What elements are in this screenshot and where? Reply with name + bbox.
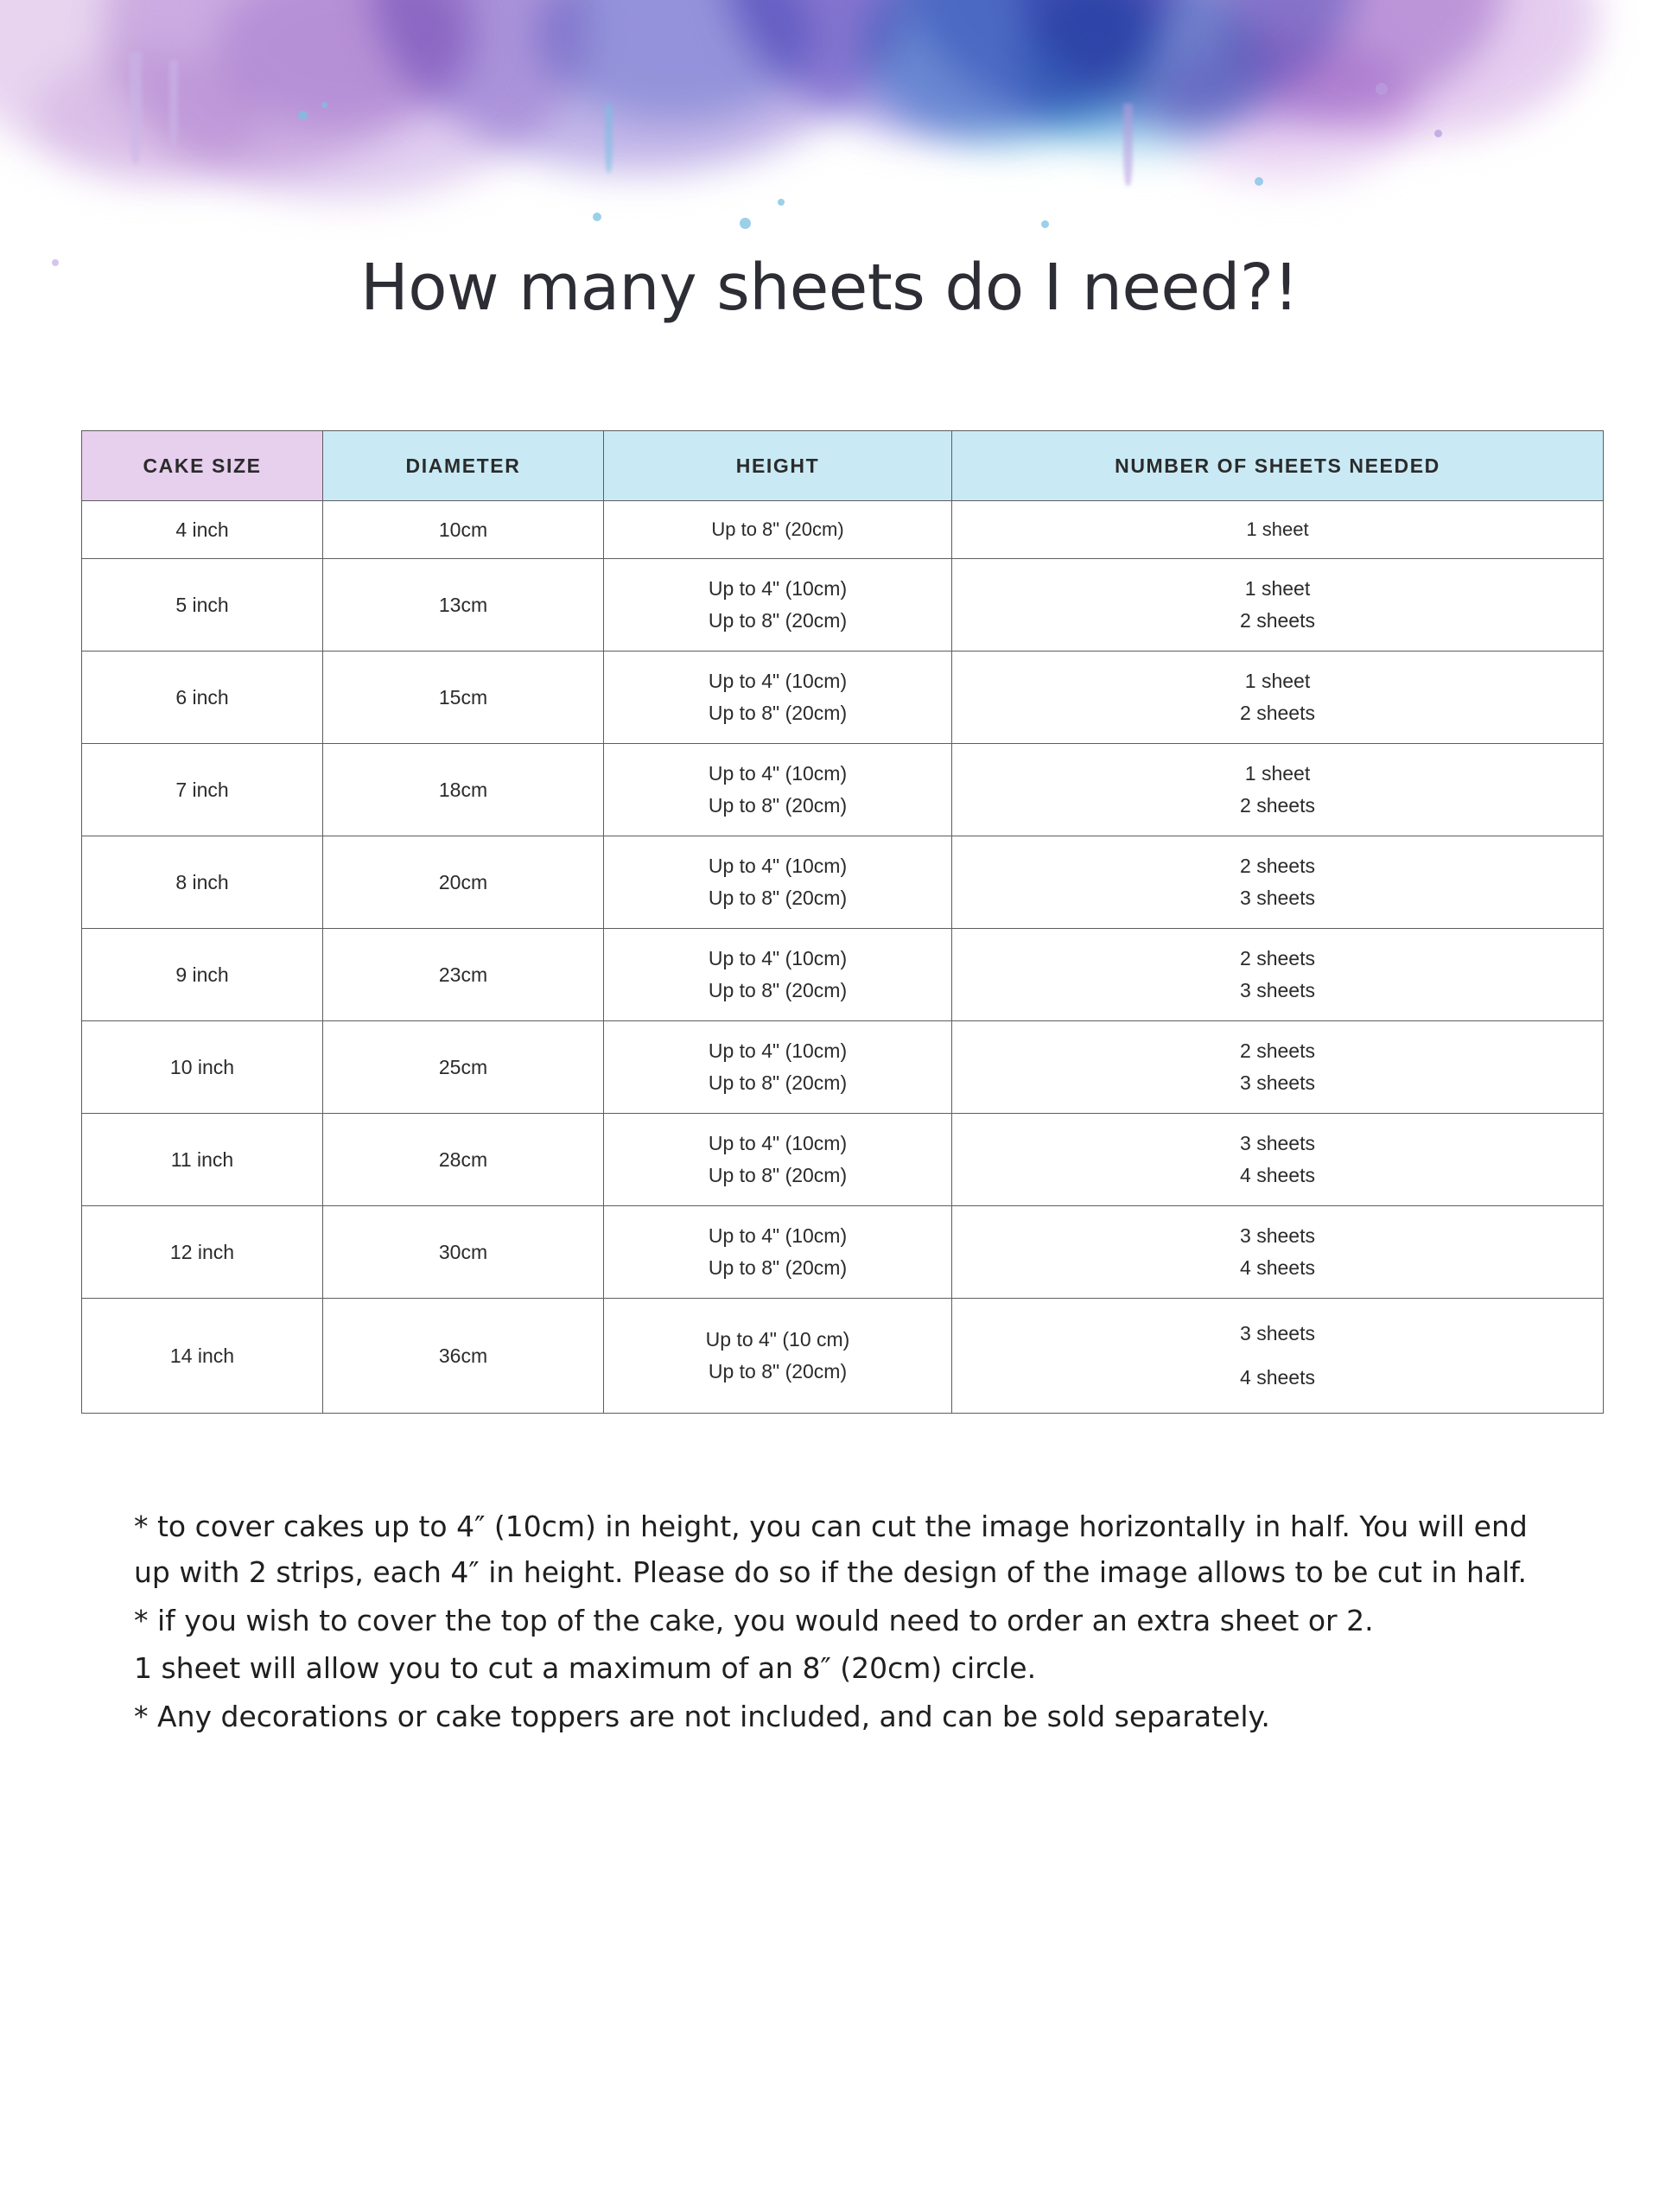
cell-cake-size: 5 inch <box>82 559 323 652</box>
cell-sheets <box>952 1299 1604 1414</box>
watercolor-drip <box>605 104 613 173</box>
table-row <box>82 1021 1604 1114</box>
cell-sheets <box>952 559 1604 652</box>
cell-sheets-line: 2 sheets <box>1240 609 1315 632</box>
cell-height <box>604 1114 952 1206</box>
table-row <box>82 501 1604 559</box>
table-row <box>82 559 1604 652</box>
cell-height-line: Up to 8" (20cm) <box>708 979 848 1001</box>
cell-sheets-line: 4 sheets <box>1240 1366 1315 1389</box>
cell-sheets-line: 2 sheets <box>1240 702 1315 724</box>
table-row <box>82 929 1604 1021</box>
watercolor-speck <box>593 213 601 221</box>
cell-sheets-line: 2 sheets <box>1240 854 1315 877</box>
watercolor-blob <box>216 0 475 130</box>
cell-sheets-line: 3 sheets <box>1240 1131 1315 1154</box>
cell-height <box>604 744 952 836</box>
watercolor-blob <box>35 52 259 181</box>
cell-height-line: Up to 8" (20cm) <box>708 1071 848 1094</box>
watercolor-blob <box>1020 0 1262 156</box>
cell-cake-size: 4 inch <box>82 501 323 559</box>
cell-height-line: Up to 8" (20cm) <box>708 609 848 632</box>
cell-diameter: 36cm <box>323 1299 604 1414</box>
watercolor-blob <box>104 0 588 199</box>
watercolor-header-decoration <box>0 0 1659 406</box>
cell-sheets-line: 3 sheets <box>1240 979 1315 1001</box>
table-row <box>82 1299 1604 1414</box>
watercolor-blob <box>372 0 907 173</box>
watercolor-drip <box>169 60 178 147</box>
cell-height <box>604 929 952 1021</box>
watercolor-speck <box>740 218 751 229</box>
cell-height <box>604 1206 952 1299</box>
cell-sheets <box>952 929 1604 1021</box>
cell-cake-size: 12 inch <box>82 1206 323 1299</box>
watercolor-speck <box>1255 177 1263 186</box>
cell-sheets-line: 4 sheets <box>1240 1256 1315 1279</box>
watercolor-speck <box>1434 130 1442 137</box>
cell-sheets <box>952 1114 1604 1206</box>
notes-section <box>134 1503 1560 1741</box>
column-header-cake-size: CAKE SIZE <box>82 431 323 501</box>
sheets-table <box>81 430 1604 1414</box>
cell-diameter: 18cm <box>323 744 604 836</box>
cell-height-line: Up to 4" (10cm) <box>708 1224 848 1247</box>
watercolor-blob <box>0 0 475 181</box>
watercolor-drip <box>130 52 142 164</box>
note-line: 1 sheet will allow you to cut a maximum of an 8″ (20cm) circle. <box>134 1651 1037 1686</box>
watercolor-blob <box>1020 0 1503 130</box>
watercolor-speck <box>298 111 308 120</box>
cell-diameter: 30cm <box>323 1206 604 1299</box>
watercolor-blob <box>1227 0 1599 138</box>
cell-height <box>604 836 952 929</box>
cell-height-line: Up to 4" (10cm) <box>708 1131 848 1154</box>
watercolor-blob <box>907 0 1357 130</box>
watercolor-speck <box>1376 83 1388 95</box>
cell-sheets-line: 1 sheet <box>1244 761 1311 785</box>
cell-sheets-line: 3 sheets <box>1240 887 1315 909</box>
cell-sheets <box>952 652 1604 744</box>
cell-cake-size: 7 inch <box>82 744 323 836</box>
note-line: * if you wish to cover the top of the cake, you would need to order an extra sheet or 2. <box>134 1603 1374 1637</box>
cell-cake-size: 6 inch <box>82 652 323 744</box>
cell-sheets-line: 2 sheets <box>1240 794 1315 817</box>
cell-height-line: Up to 8" (20cm) <box>708 887 848 909</box>
cell-height-line: Up to 4" (10cm) <box>708 854 848 877</box>
cell-diameter: 13cm <box>323 559 604 652</box>
cell-sheets: 1 sheet <box>952 501 1604 559</box>
cell-diameter: 23cm <box>323 929 604 1021</box>
column-header-height: HEIGHT <box>604 431 952 501</box>
cell-diameter: 15cm <box>323 652 604 744</box>
cell-height-line: Up to 8" (20cm) <box>708 794 848 817</box>
table-row <box>82 1206 1604 1299</box>
cell-cake-size: 11 inch <box>82 1114 323 1206</box>
cell-cake-size: 14 inch <box>82 1299 323 1414</box>
cell-height-line: Up to 4" (10cm) <box>708 669 848 692</box>
cell-height-line: Up to 8" (20cm) <box>708 1360 848 1382</box>
cell-sheets-line: 1 sheet <box>1244 669 1311 692</box>
cell-height-line: Up to 4" (10cm) <box>708 946 848 969</box>
watercolor-drip <box>1123 104 1133 186</box>
cell-sheets-line: 3 sheets <box>1240 1322 1315 1345</box>
cell-cake-size: 10 inch <box>82 1021 323 1114</box>
cell-height-line: Up to 4" (10cm) <box>708 1039 848 1062</box>
cell-sheets <box>952 1206 1604 1299</box>
watercolor-blob <box>536 0 812 121</box>
cell-height: Up to 8" (20cm) <box>604 501 952 559</box>
cell-diameter: 28cm <box>323 1114 604 1206</box>
cell-height <box>604 1021 952 1114</box>
cell-height <box>604 1299 952 1414</box>
cell-height-line: Up to 4" (10 cm) <box>705 1327 850 1351</box>
page-title: How many sheets do I need?! <box>360 251 1299 325</box>
cell-cake-size: 8 inch <box>82 836 323 929</box>
cell-height-line: Up to 8" (20cm) <box>708 1256 848 1279</box>
cell-cake-size: 9 inch <box>82 929 323 1021</box>
table-row <box>82 1114 1604 1206</box>
cell-sheets-line: 4 sheets <box>1240 1164 1315 1186</box>
watercolor-blob <box>1158 35 1417 181</box>
watercolor-speck <box>321 102 327 108</box>
cell-height <box>604 652 952 744</box>
column-header-diameter: DIAMETER <box>323 431 604 501</box>
cell-height-line: Up to 8" (20cm) <box>708 1164 848 1186</box>
cell-diameter: 20cm <box>323 836 604 929</box>
note-line: * to cover cakes up to 4″ (10cm) in height, you can cut the image horizontally in half. You will end up with 2 strips, each 4″ in height. Please do so if the design of the image allows to be cut in half. <box>134 1510 1528 1590</box>
table-row <box>82 652 1604 744</box>
cell-sheets-line: 3 sheets <box>1240 1071 1315 1094</box>
watercolor-speck <box>778 199 785 206</box>
cell-sheets <box>952 744 1604 836</box>
cell-height-line: Up to 4" (10cm) <box>708 576 848 600</box>
table-row <box>82 836 1604 929</box>
cell-height <box>604 559 952 652</box>
watercolor-speck <box>1041 220 1049 228</box>
table-row <box>82 744 1604 836</box>
cell-sheets-line: 3 sheets <box>1240 1224 1315 1247</box>
table-header-row <box>82 431 1604 501</box>
cell-diameter: 25cm <box>323 1021 604 1114</box>
cell-sheets-line: 2 sheets <box>1240 1039 1315 1062</box>
cell-sheets-line: 2 sheets <box>1240 946 1315 969</box>
cell-height-line: Up to 8" (20cm) <box>708 702 848 724</box>
cell-height-line: Up to 4" (10cm) <box>708 761 848 785</box>
cell-sheets <box>952 836 1604 929</box>
watercolor-blob <box>864 0 1158 147</box>
cell-sheets <box>952 1021 1604 1114</box>
cell-diameter: 10cm <box>323 501 604 559</box>
column-header-sheets: NUMBER OF SHEETS NEEDED <box>952 431 1604 501</box>
cell-sheets-line: 1 sheet <box>1244 576 1311 600</box>
watercolor-blob <box>726 0 1175 138</box>
note-line: * Any decorations or cake toppers are not included, and can be sold separately. <box>134 1699 1270 1733</box>
sheets-table-container <box>81 430 1604 1414</box>
